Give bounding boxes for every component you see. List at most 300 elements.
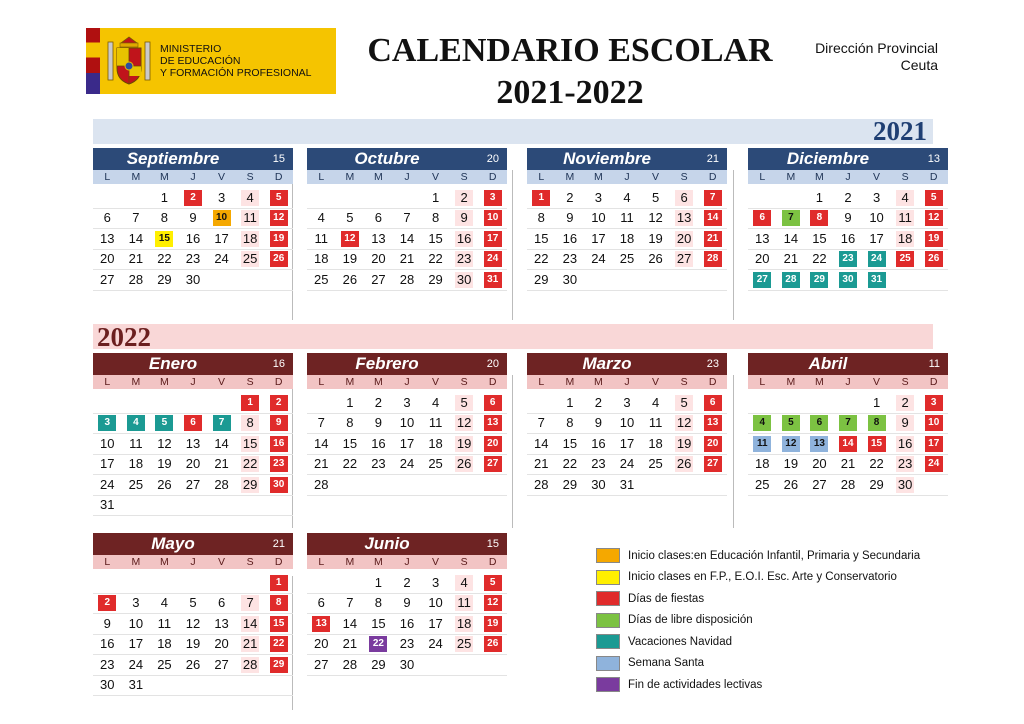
- day-cell: [336, 250, 365, 271]
- day-cell: [891, 250, 920, 271]
- day-number: 17: [591, 230, 606, 246]
- day-number: 23: [897, 456, 913, 472]
- day-number: 9: [189, 210, 197, 226]
- school-day-count: 20: [486, 358, 499, 370]
- day-number: 25: [755, 476, 770, 492]
- empty-cell: [641, 475, 670, 496]
- month-header: [748, 353, 948, 375]
- empty-cell: [450, 475, 479, 496]
- day-number: 25: [128, 476, 144, 492]
- day-cell: [805, 475, 834, 496]
- weekday-label: V: [218, 376, 226, 388]
- day-cell: [698, 434, 727, 455]
- day-number: 12: [925, 210, 943, 226]
- day-cell: [556, 209, 585, 230]
- day-cell: [748, 455, 777, 476]
- day-cell: [307, 455, 336, 476]
- day-grid: [748, 393, 948, 496]
- day-number: 14: [704, 210, 722, 226]
- weekday-label: D: [929, 376, 938, 388]
- day-cell: [307, 635, 336, 656]
- day-number: 14: [534, 435, 549, 451]
- day-cell: [450, 434, 479, 455]
- legend-item: Vacaciones Navidad: [596, 631, 920, 653]
- day-number: 18: [897, 230, 913, 246]
- day-number: 2: [270, 395, 288, 411]
- day-number: 3: [872, 189, 881, 205]
- weekday-label: S: [680, 171, 688, 183]
- legend-item: Días de fiestas: [596, 588, 920, 610]
- year-label: 2022: [97, 322, 151, 352]
- day-cell: [122, 229, 151, 250]
- day-number: 17: [399, 435, 415, 451]
- day-number: 5: [346, 210, 354, 226]
- day-cell: [862, 270, 891, 291]
- column-divider: [733, 375, 734, 528]
- weekday-label: L: [759, 376, 766, 388]
- empty-cell: [122, 573, 151, 594]
- day-cell: [670, 229, 699, 250]
- day-cell: [834, 209, 863, 230]
- day-number: 12: [456, 415, 472, 431]
- day-cell: [584, 475, 613, 496]
- day-cell: [556, 475, 585, 496]
- day-number: 26: [648, 251, 663, 267]
- month-block: [748, 353, 948, 496]
- day-cell: [150, 250, 179, 271]
- day-number: 5: [270, 190, 288, 206]
- day-number: 6: [704, 395, 722, 411]
- day-number: 17: [100, 456, 115, 472]
- empty-cell: [748, 393, 777, 414]
- day-cell: [450, 573, 479, 594]
- day-cell: [450, 614, 479, 635]
- weekday-label: M: [815, 171, 824, 183]
- legend-swatch: [596, 548, 620, 563]
- day-number: 18: [314, 251, 329, 267]
- day-number: 4: [160, 595, 169, 611]
- day-number: 25: [648, 456, 663, 472]
- day-number: 8: [270, 595, 288, 611]
- empty-cell: [179, 676, 208, 697]
- day-number: 9: [403, 595, 411, 611]
- day-number: 14: [342, 615, 358, 631]
- day-number: 2: [184, 190, 202, 206]
- day-cell: [421, 229, 450, 250]
- day-number: 30: [897, 476, 913, 492]
- day-number: 9: [374, 415, 383, 431]
- day-number: 14: [214, 435, 229, 451]
- month-header: [93, 353, 293, 375]
- weekday-label: M: [565, 376, 575, 388]
- day-number: 11: [896, 210, 914, 226]
- day-cell: [421, 635, 450, 656]
- day-number: 15: [270, 616, 288, 632]
- day-cell: [207, 229, 236, 250]
- empty-cell: [336, 573, 365, 594]
- day-cell: [613, 455, 642, 476]
- day-cell: [584, 229, 613, 250]
- day-number: 22: [812, 251, 827, 267]
- day-cell: [556, 250, 585, 271]
- day-cell: [393, 209, 422, 230]
- day-number: 27: [100, 271, 115, 287]
- day-grid: [527, 393, 727, 496]
- day-cell: [834, 414, 863, 435]
- day-cell: [862, 434, 891, 455]
- day-number: 15: [428, 230, 443, 246]
- day-cell: [364, 614, 393, 635]
- day-cell: [421, 270, 450, 291]
- day-number: 29: [157, 271, 172, 287]
- day-number: 7: [839, 415, 857, 431]
- day-number: 14: [839, 436, 857, 452]
- day-number: 23: [456, 251, 472, 267]
- day-number: 31: [868, 272, 886, 288]
- day-cell: [613, 229, 642, 250]
- day-cell: [364, 434, 393, 455]
- day-cell: [179, 414, 208, 435]
- day-cell: [236, 209, 265, 230]
- day-cell: [805, 434, 834, 455]
- month-name: Mayo: [151, 534, 195, 553]
- empty-cell: [613, 270, 642, 291]
- day-cell: [93, 229, 122, 250]
- day-number: 24: [619, 456, 635, 472]
- day-cell: [698, 188, 727, 209]
- day-number: 30: [591, 476, 606, 492]
- ministry-name: MINISTERIO DE EDUCACIÓN Y FORMACIÓN PROFESIONAL: [160, 43, 312, 79]
- day-cell: [236, 635, 265, 656]
- day-number: 12: [270, 210, 288, 226]
- legend-swatch: [596, 677, 620, 692]
- day-number: 11: [455, 595, 473, 611]
- weekday-label: M: [131, 171, 141, 183]
- day-number: 22: [869, 456, 884, 472]
- day-cell: [264, 209, 293, 230]
- weekday-label: M: [374, 556, 383, 568]
- empty-cell: [450, 655, 479, 676]
- day-number: 1: [241, 395, 259, 411]
- day-number: 3: [623, 394, 631, 410]
- day-cell: [264, 414, 293, 435]
- school-day-count: 15: [486, 538, 499, 550]
- weekday-label: D: [708, 171, 717, 183]
- day-number: 5: [484, 575, 502, 591]
- empty-cell: [207, 393, 236, 414]
- day-number: 11: [620, 210, 634, 226]
- day-number: 28: [214, 476, 229, 492]
- day-number: 15: [562, 435, 578, 451]
- day-number: 28: [534, 476, 549, 492]
- day-number: 3: [925, 395, 943, 411]
- empty-cell: [641, 270, 670, 291]
- day-number: 26: [342, 271, 358, 287]
- day-number: 12: [185, 615, 201, 631]
- day-number: 10: [100, 435, 115, 451]
- day-cell: [179, 594, 208, 615]
- month-header: [748, 148, 948, 170]
- day-cell: [236, 455, 265, 476]
- day-cell: [584, 188, 613, 209]
- weekday-header: [307, 555, 507, 569]
- weekday-label: D: [488, 556, 497, 568]
- day-cell: [307, 475, 336, 496]
- day-cell: [421, 393, 450, 414]
- empty-cell: [93, 573, 122, 594]
- day-cell: [207, 209, 236, 230]
- year-label: 2021: [873, 116, 927, 146]
- day-cell: [179, 188, 208, 209]
- day-cell: [393, 250, 422, 271]
- day-number: 22: [157, 251, 172, 267]
- empty-cell: [670, 475, 699, 496]
- day-number: 1: [374, 574, 383, 590]
- day-cell: [93, 455, 122, 476]
- day-number: 10: [869, 210, 884, 226]
- weekday-label: V: [218, 171, 226, 183]
- legend-swatch: [596, 613, 620, 628]
- day-number: 10: [399, 415, 415, 431]
- day-cell: [641, 393, 670, 414]
- day-cell: [641, 414, 670, 435]
- day-cell: [150, 635, 179, 656]
- day-number: 27: [484, 456, 502, 472]
- day-cell: [264, 475, 293, 496]
- day-number: 28: [342, 656, 358, 672]
- day-number: 11: [648, 415, 663, 431]
- weekday-label: J: [190, 376, 196, 388]
- flag-stripe: [86, 28, 100, 94]
- day-cell: [122, 655, 151, 676]
- empty-cell: [919, 475, 948, 496]
- day-cell: [805, 188, 834, 209]
- empty-cell: [207, 676, 236, 697]
- day-number: 10: [619, 415, 635, 431]
- day-cell: [556, 229, 585, 250]
- day-cell: [93, 414, 122, 435]
- weekday-label: J: [624, 171, 630, 183]
- empty-cell: [207, 270, 236, 291]
- day-cell: [421, 573, 450, 594]
- day-cell: [670, 414, 699, 435]
- day-cell: [748, 229, 777, 250]
- day-number: 13: [185, 435, 201, 451]
- empty-cell: [919, 270, 948, 291]
- day-cell: [527, 229, 556, 250]
- day-cell: [527, 270, 556, 291]
- weekday-label: M: [345, 556, 355, 568]
- weekday-label: M: [345, 171, 355, 183]
- day-cell: [93, 676, 122, 697]
- empty-cell: [207, 496, 236, 517]
- day-cell: [919, 434, 948, 455]
- school-day-count: 13: [927, 153, 940, 165]
- day-cell: [150, 209, 179, 230]
- day-number: 5: [925, 190, 943, 206]
- day-cell: [698, 250, 727, 271]
- day-grid: [307, 573, 507, 676]
- day-cell: [307, 655, 336, 676]
- weekday-label: L: [104, 556, 111, 568]
- empty-cell: [421, 655, 450, 676]
- day-number: 31: [619, 476, 635, 492]
- day-cell: [478, 393, 507, 414]
- day-cell: [421, 209, 450, 230]
- month-block: [307, 353, 507, 496]
- day-cell: [919, 229, 948, 250]
- day-number: 9: [844, 210, 852, 226]
- day-number: 24: [591, 251, 606, 267]
- day-number: 12: [341, 231, 359, 247]
- day-grid: [93, 188, 293, 291]
- day-number: 16: [562, 230, 578, 246]
- day-cell: [834, 475, 863, 496]
- weekday-label: J: [404, 171, 410, 183]
- day-number: 24: [868, 251, 886, 267]
- day-cell: [584, 209, 613, 230]
- day-number: 26: [484, 636, 502, 652]
- weekday-label: M: [786, 171, 796, 183]
- empty-cell: [122, 496, 151, 517]
- legend-swatch: [596, 570, 620, 585]
- legend-item: Días de libre disposición: [596, 610, 920, 632]
- month-name: Febrero: [355, 354, 419, 373]
- day-number: 13: [810, 436, 828, 452]
- school-day-count: 15: [272, 153, 285, 165]
- weekday-label: S: [246, 376, 254, 388]
- empty-cell: [236, 270, 265, 291]
- day-number: 15: [371, 615, 386, 631]
- day-cell: [527, 209, 556, 230]
- day-number: 15: [868, 436, 886, 452]
- day-cell: [93, 594, 122, 615]
- weekday-label: J: [845, 376, 851, 388]
- weekday-label: S: [901, 171, 909, 183]
- day-cell: [478, 455, 507, 476]
- day-number: 11: [753, 436, 771, 452]
- empty-cell: [264, 676, 293, 697]
- day-number: 10: [128, 615, 144, 631]
- empty-cell: [777, 188, 806, 209]
- day-number: 27: [676, 251, 692, 267]
- day-cell: [150, 655, 179, 676]
- day-cell: [336, 209, 365, 230]
- day-number: 2: [403, 574, 411, 590]
- weekday-label: D: [488, 171, 497, 183]
- day-number: 8: [537, 210, 545, 226]
- day-cell: [421, 594, 450, 615]
- day-cell: [150, 188, 179, 209]
- day-number: 17: [869, 230, 884, 246]
- day-number: 20: [812, 456, 827, 472]
- day-cell: [556, 414, 585, 435]
- day-cell: [179, 270, 208, 291]
- weekday-label: D: [708, 376, 717, 388]
- day-cell: [122, 594, 151, 615]
- day-number: 31: [484, 272, 502, 288]
- day-cell: [527, 475, 556, 496]
- day-cell: [919, 209, 948, 230]
- day-cell: [307, 209, 336, 230]
- school-day-count: 21: [272, 538, 285, 550]
- day-cell: [93, 250, 122, 271]
- day-number: 9: [594, 415, 603, 431]
- empty-cell: [236, 573, 265, 594]
- day-cell: [179, 209, 208, 230]
- day-number: 22: [428, 251, 443, 267]
- day-cell: [421, 250, 450, 271]
- empty-cell: [264, 496, 293, 517]
- day-number: 23: [839, 251, 857, 267]
- day-number: 22: [342, 456, 358, 472]
- day-cell: [93, 209, 122, 230]
- month-name: Marzo: [582, 354, 632, 373]
- day-number: 15: [242, 435, 258, 451]
- day-cell: [450, 229, 479, 250]
- day-cell: [834, 455, 863, 476]
- weekday-label: J: [404, 556, 410, 568]
- day-cell: [307, 414, 336, 435]
- day-cell: [891, 393, 920, 414]
- day-cell: [393, 270, 422, 291]
- day-number: 29: [810, 272, 828, 288]
- legend-swatch: [596, 656, 620, 671]
- day-cell: [777, 434, 806, 455]
- day-number: 21: [534, 456, 549, 472]
- day-cell: [613, 434, 642, 455]
- day-number: 13: [704, 415, 722, 431]
- day-number: 8: [431, 210, 440, 226]
- day-cell: [450, 270, 479, 291]
- day-cell: [478, 594, 507, 615]
- day-number: 24: [214, 251, 229, 267]
- day-cell: [527, 188, 556, 209]
- empty-cell: [93, 393, 122, 414]
- empty-cell: [834, 393, 863, 414]
- day-cell: [670, 393, 699, 414]
- legend-swatch: [596, 591, 620, 606]
- day-cell: [450, 594, 479, 615]
- day-number: 17: [214, 230, 229, 246]
- day-cell: [336, 635, 365, 656]
- day-cell: [478, 270, 507, 291]
- weekday-label: V: [432, 171, 440, 183]
- day-number: 7: [132, 210, 140, 226]
- day-cell: [421, 434, 450, 455]
- day-cell: [179, 635, 208, 656]
- day-cell: [393, 455, 422, 476]
- day-cell: [641, 229, 670, 250]
- day-cell: [777, 250, 806, 271]
- day-number: 4: [896, 190, 914, 206]
- day-number: 18: [428, 435, 443, 451]
- day-cell: [421, 455, 450, 476]
- empty-cell: [393, 475, 422, 496]
- day-number: 5: [675, 395, 693, 411]
- day-cell: [150, 434, 179, 455]
- day-cell: [264, 229, 293, 250]
- day-number: 28: [399, 271, 415, 287]
- day-number: 30: [399, 656, 415, 672]
- day-cell: [93, 635, 122, 656]
- day-cell: [556, 188, 585, 209]
- weekday-header: [748, 170, 948, 184]
- day-cell: [264, 393, 293, 414]
- day-number: 27: [812, 476, 827, 492]
- day-cell: [236, 188, 265, 209]
- month-name: Octubre: [354, 149, 420, 168]
